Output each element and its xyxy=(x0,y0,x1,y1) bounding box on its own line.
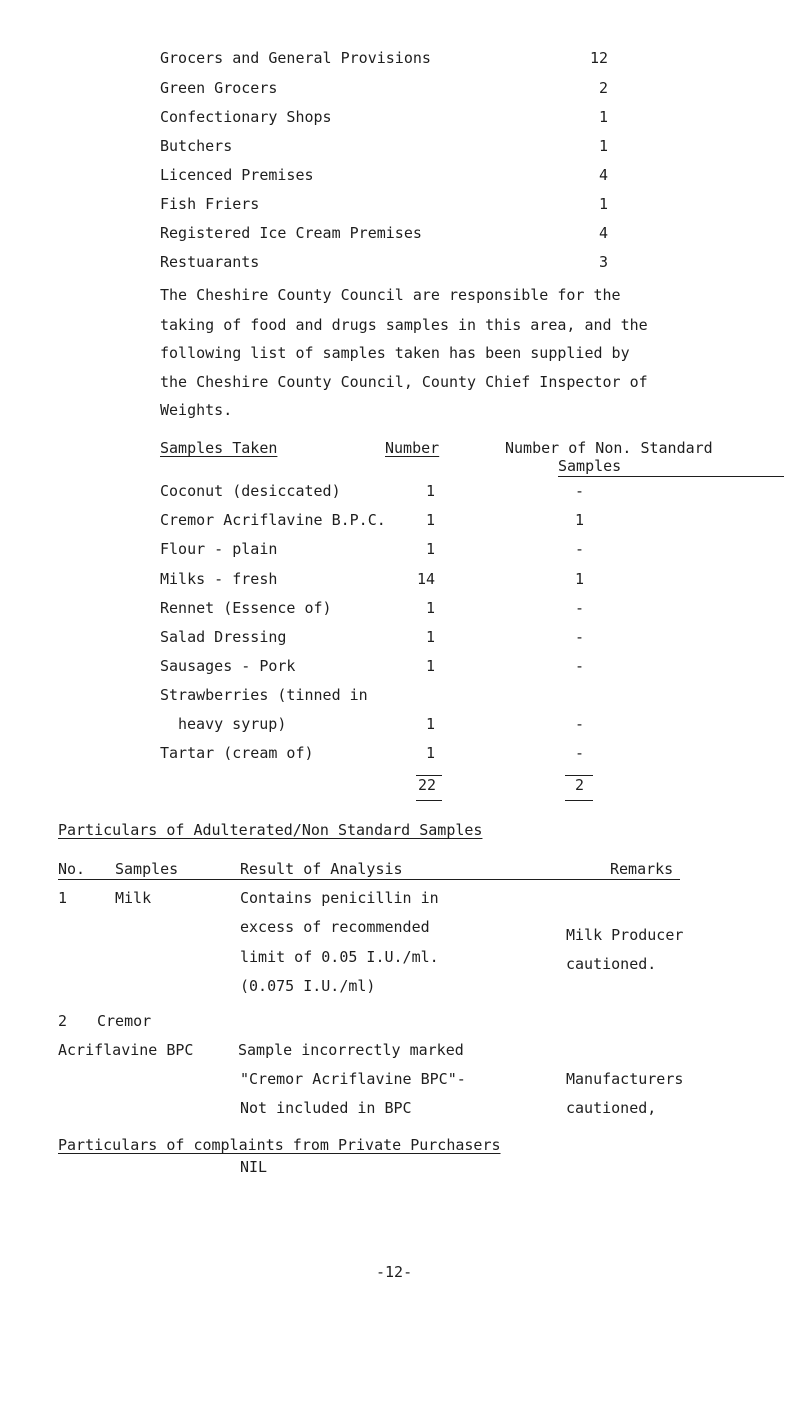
premises-label: Green Grocers xyxy=(160,79,278,97)
entry-result-line: (0.075 I.U./ml) xyxy=(240,977,376,995)
sample-name: heavy syrup) xyxy=(178,715,287,733)
sample-number: 1 xyxy=(425,482,435,500)
col-header-result: Result of Analysis xyxy=(240,860,403,878)
entry-result-line: Sample incorrectly marked xyxy=(238,1041,464,1059)
adulterated-header-rule xyxy=(58,879,680,880)
col-header-nonstandard: Number of Non. Standard xyxy=(505,439,713,457)
sample-number: 1 xyxy=(425,628,435,646)
entry-result-line: Contains penicillin in xyxy=(240,889,439,907)
sample-nonstandard: 1 xyxy=(575,570,585,588)
sample-nonstandard: - xyxy=(575,657,585,675)
entry-result-line: excess of recommended xyxy=(240,918,430,936)
total-rule-bottom xyxy=(565,800,593,801)
total-number: 22 xyxy=(418,776,437,794)
entry-no: 1 xyxy=(58,889,68,907)
sample-nonstandard: - xyxy=(575,715,585,733)
page-number: -12- xyxy=(376,1263,413,1281)
sample-nonstandard: - xyxy=(575,540,585,558)
col-header-samples-taken: Samples Taken xyxy=(160,439,278,457)
col-header-remarks: Remarks xyxy=(610,860,674,878)
entry-result-line: Not included in BPC xyxy=(240,1099,412,1117)
sample-name: Coconut (desiccated) xyxy=(160,482,341,500)
premises-count: 3 xyxy=(598,253,608,271)
sample-name: Sausages - Pork xyxy=(160,657,296,675)
sample-number: 1 xyxy=(425,511,435,529)
entry-remarks-line: cautioned, xyxy=(566,1099,657,1117)
entry-result-line: "Cremor Acriflavine BPC"- xyxy=(240,1070,466,1088)
premises-label: Restuarants xyxy=(160,253,260,271)
premises-label: Registered Ice Cream Premises xyxy=(160,224,422,242)
premises-count: 4 xyxy=(598,224,608,242)
sample-name: Rennet (Essence of) xyxy=(160,599,332,617)
premises-count: 1 xyxy=(598,137,608,155)
intro-line: the Cheshire County Council, County Chief Inspector of xyxy=(160,373,648,391)
total-rule-bottom xyxy=(416,800,442,801)
premises-count: 1 xyxy=(598,108,608,126)
sample-name: Milks - fresh xyxy=(160,570,278,588)
sample-name: Tartar (cream of) xyxy=(160,744,314,762)
col-header-nonstandard-samples: Samples xyxy=(558,457,622,475)
sample-number: 1 xyxy=(425,744,435,762)
entry-no: 2 xyxy=(58,1012,68,1030)
sample-number: 1 xyxy=(425,599,435,617)
sample-nonstandard: - xyxy=(575,482,585,500)
entry-remarks-line: Milk Producer xyxy=(566,926,684,944)
premises-label: Licenced Premises xyxy=(160,166,314,184)
premises-label: Fish Friers xyxy=(160,195,260,213)
sample-number: 1 xyxy=(425,657,435,675)
sample-name: Strawberries (tinned in xyxy=(160,686,368,704)
sample-name: Cremor Acriflavine B.P.C. xyxy=(160,511,386,529)
entry-remarks-line: Manufacturers xyxy=(566,1070,684,1088)
premises-label: Butchers xyxy=(160,137,233,155)
intro-line: The Cheshire County Council are responsible for the xyxy=(160,286,621,304)
intro-line: Weights. xyxy=(160,401,233,419)
premises-count: 2 xyxy=(598,79,608,97)
premises-count: 12 xyxy=(589,49,608,67)
col-header-number: Number xyxy=(385,439,440,457)
entry-result-line: limit of 0.05 I.U./ml. xyxy=(240,948,439,966)
sample-nonstandard: - xyxy=(575,599,585,617)
entry-sample: Acriflavine BPC xyxy=(58,1041,194,1059)
sample-nonstandard: 1 xyxy=(575,511,585,529)
premises-count: 1 xyxy=(598,195,608,213)
entry-sample: Milk xyxy=(115,889,152,907)
complaints-value: NIL xyxy=(240,1158,268,1176)
sample-name: Flour - plain xyxy=(160,540,278,558)
sample-nonstandard: - xyxy=(575,744,585,762)
sample-nonstandard: - xyxy=(575,628,585,646)
col-header-no: No. xyxy=(58,860,86,878)
sample-name: Salad Dressing xyxy=(160,628,287,646)
premises-label: Grocers and General Provisions xyxy=(160,49,431,67)
entry-remarks-line: cautioned. xyxy=(566,955,657,973)
intro-line: following list of samples taken has been supplied by xyxy=(160,344,630,362)
header-underline xyxy=(558,476,784,477)
col-header-samples: Samples xyxy=(115,860,179,878)
sample-number: 1 xyxy=(425,715,435,733)
entry-sample: Cremor xyxy=(97,1012,152,1030)
premises-count: 4 xyxy=(598,166,608,184)
sample-number: 1 xyxy=(425,540,435,558)
intro-line: taking of food and drugs samples in this area, and the xyxy=(160,316,648,334)
complaints-heading: Particulars of complaints from Private Purchasers xyxy=(58,1136,501,1154)
adulterated-heading: Particulars of Adulterated/Non Standard Samples xyxy=(58,821,483,839)
sample-number: 14 xyxy=(416,570,435,588)
premises-label: Confectionary Shops xyxy=(160,108,332,126)
total-nonstandard: 2 xyxy=(575,776,585,794)
